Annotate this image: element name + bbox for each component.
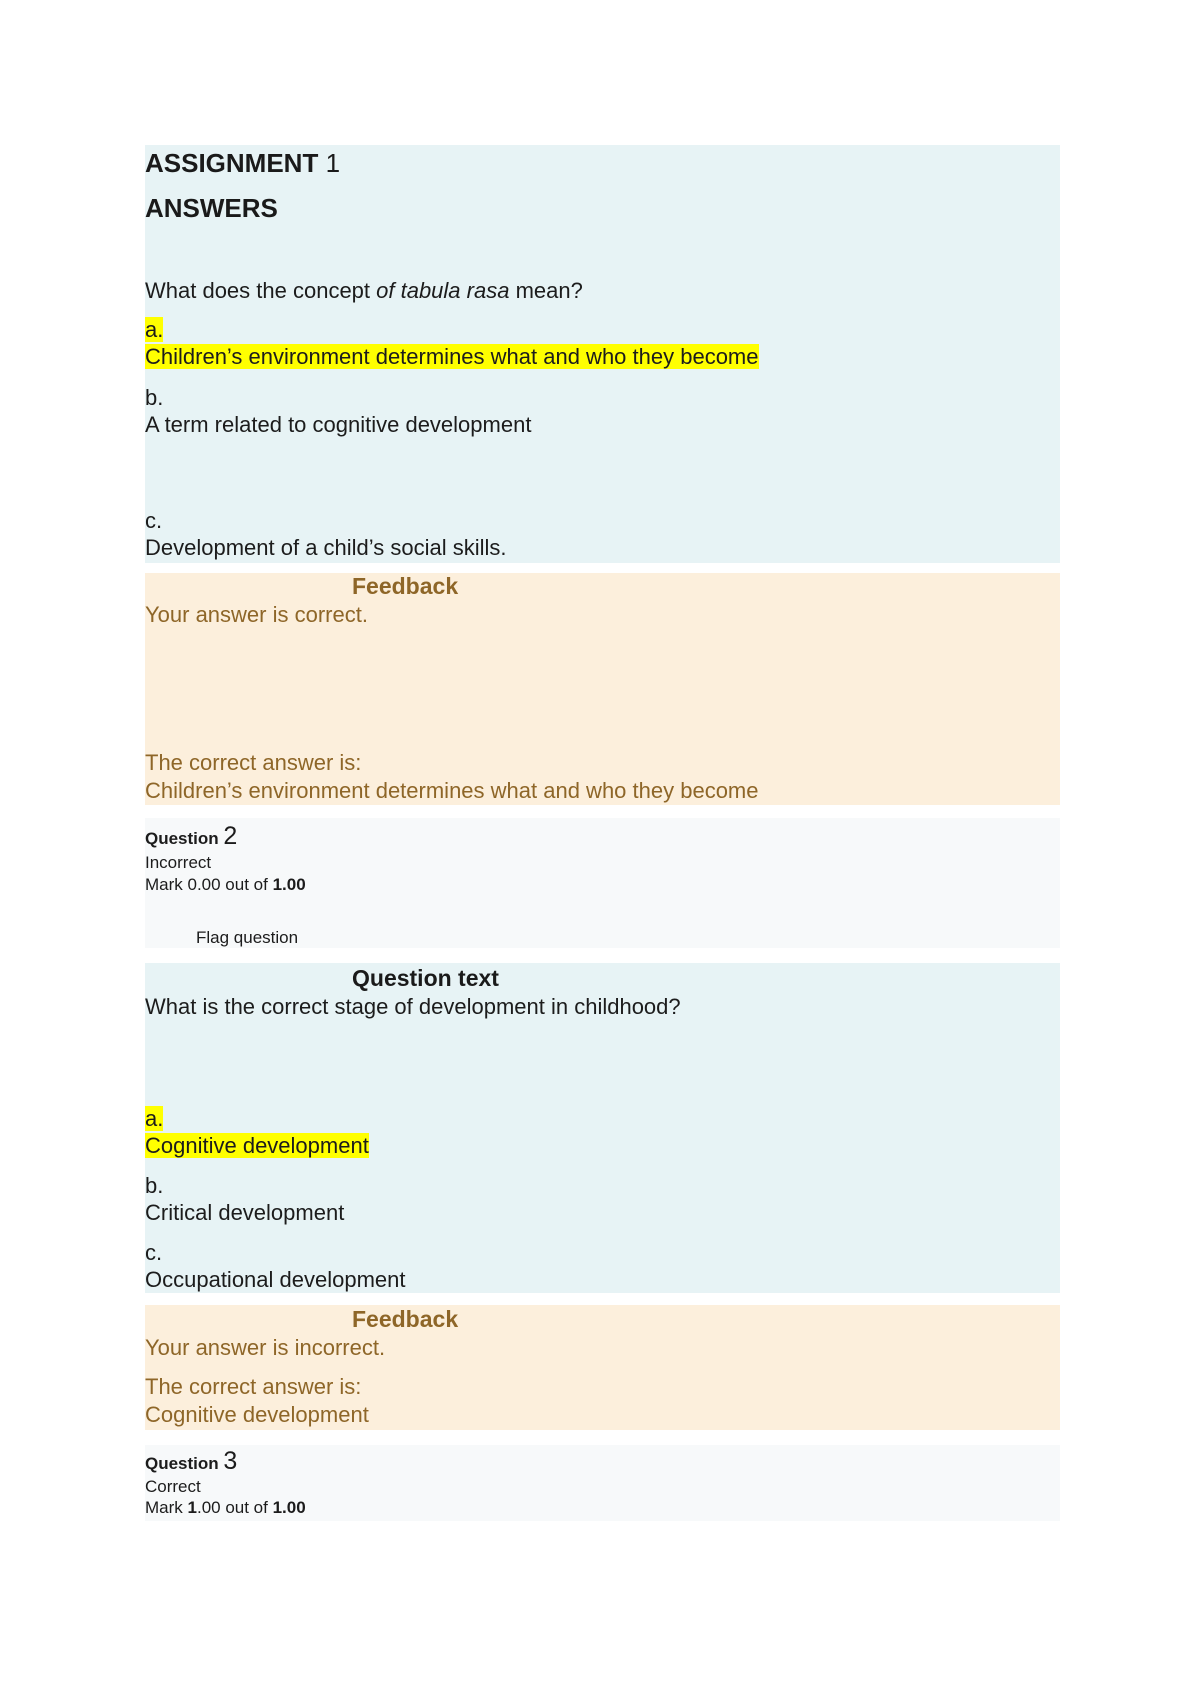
feedback-2-result: Your answer is incorrect. <box>145 1335 386 1360</box>
q2-option-c-text: Occupational development <box>145 1267 406 1292</box>
feedback-1-correct-answer: Children’s environment determines what and who they become <box>145 778 759 803</box>
feedback-1-title: Feedback <box>352 573 459 599</box>
q1-option-c-letter: c. <box>145 508 163 533</box>
q1-option-a-text: Children’s environment determines what and who they become <box>145 344 759 369</box>
feedback-2-title: Feedback <box>352 1306 459 1332</box>
assignment-title: ASSIGNMENT 1 <box>145 148 341 178</box>
question-3-status: Correct <box>145 1477 201 1496</box>
q2-option-a-letter: a. <box>145 1106 164 1131</box>
question-2-mark: Mark 0.00 out of 1.00 <box>145 875 306 894</box>
feedback-1-correct-label: The correct answer is: <box>145 750 362 775</box>
feedback-2-correct-label: The correct answer is: <box>145 1374 362 1399</box>
feedback-2-correct-answer: Cognitive development <box>145 1402 369 1427</box>
question-2-text: What is the correct stage of development in childhood? <box>145 994 681 1019</box>
q2-option-b-letter: b. <box>145 1173 164 1198</box>
question-2-label: Question 2 <box>145 822 238 850</box>
q2-option-a-text: Cognitive development <box>145 1133 369 1158</box>
q1-option-c-text: Development of a child’s social skills. <box>145 535 507 560</box>
q1-option-b-text: A term related to cognitive development <box>145 412 532 437</box>
question-1-text: What does the concept of tabula rasa mean? <box>145 278 583 303</box>
question-3-label: Question 3 <box>145 1447 238 1475</box>
question-2-status: Incorrect <box>145 853 212 872</box>
q2-option-b-text: Critical development <box>145 1200 345 1225</box>
answers-title: ANSWERS <box>145 193 278 223</box>
feedback-1-result: Your answer is correct. <box>145 602 368 627</box>
q1-option-a-letter: a. <box>145 317 164 342</box>
q1-option-b-letter: b. <box>145 385 164 410</box>
flag-question-link[interactable]: Flag question <box>196 928 299 947</box>
q2-option-c-letter: c. <box>145 1240 163 1265</box>
question-3-mark: Mark 1.00 out of 1.00 <box>145 1498 306 1517</box>
question-2-text-title: Question text <box>352 965 499 991</box>
